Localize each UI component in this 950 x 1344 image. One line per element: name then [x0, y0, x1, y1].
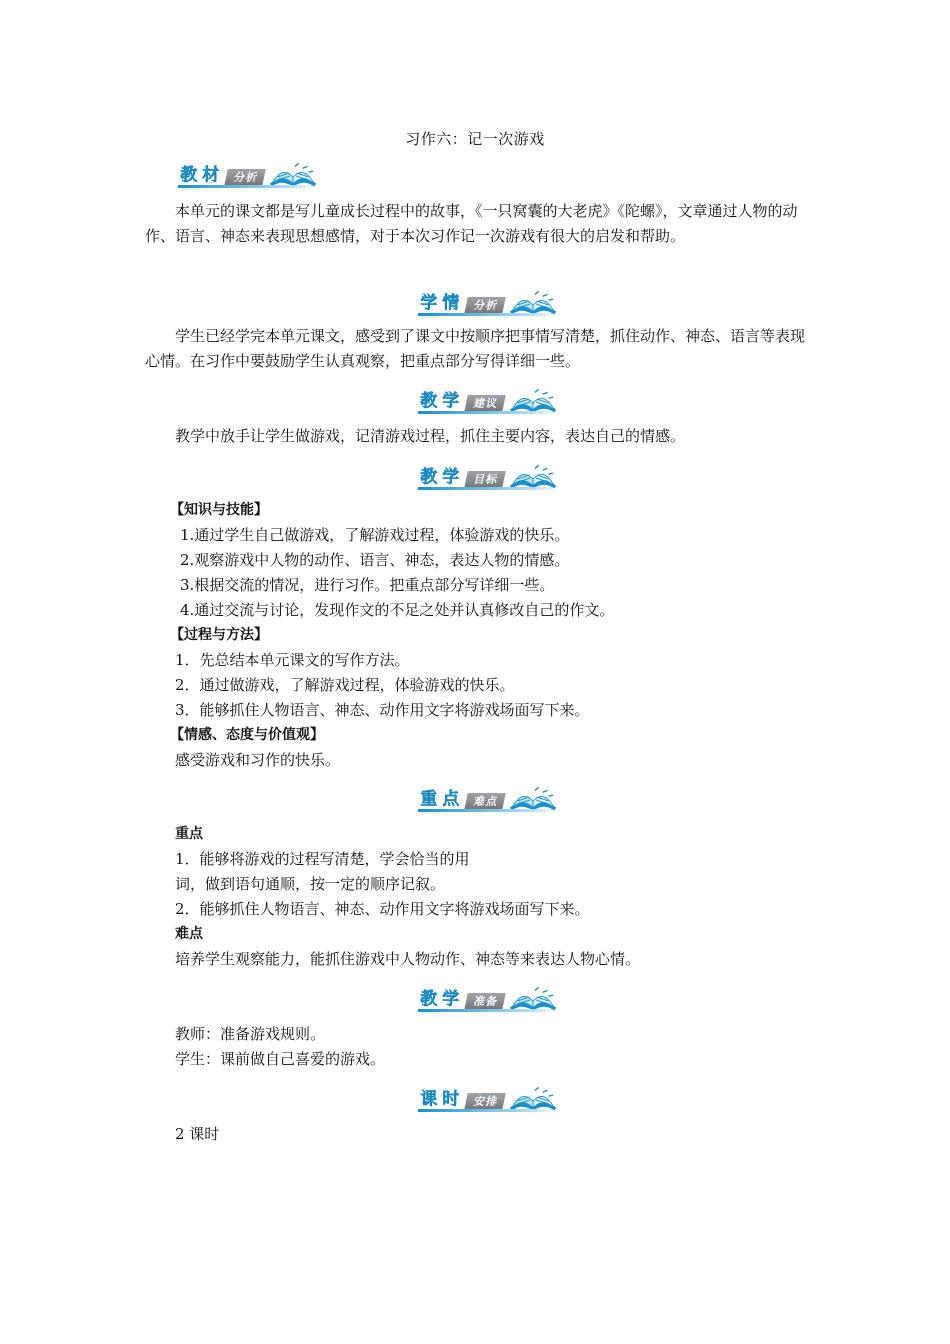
schedule-text: 2 课时: [175, 1125, 220, 1143]
list-item: 3.根据交流的情况，进行习作。把重点部分写详细一些。: [180, 576, 555, 594]
list-item: 1．能够将游戏的过程写清楚，学会恰当的用: [175, 850, 470, 868]
list-item: 2．能够抓住人物语言、神态、动作用文字将游戏场面写下来。: [175, 900, 590, 918]
badge-underline: [418, 809, 560, 812]
section-badge-goals: [418, 458, 560, 492]
badge-underline: [418, 313, 560, 316]
badge-underline: [418, 1009, 560, 1012]
difficulty-heading: 难点: [175, 926, 203, 942]
badge-main-text: 教学: [420, 989, 464, 1009]
badge-tag: 安排: [464, 1093, 506, 1110]
list-item: 1．先总结本单元课文的写作方法。: [175, 651, 410, 669]
badge-underline: [418, 1109, 560, 1112]
badge-underline: [418, 487, 560, 490]
emotion-heading: 【情感、态度与价值观】: [170, 727, 324, 743]
badge-tag: 难点: [464, 793, 506, 810]
section-badge-key: [418, 780, 560, 814]
list-item: 2.观察游戏中人物的动作、语言、神态，表达人物的情感。: [180, 551, 570, 569]
section-badge-schedule: [418, 1080, 560, 1114]
badge-tag: 目标: [464, 471, 506, 488]
suggestion-paragraph: 教学中放手让学生做游戏，记清游戏过程，抓住主要内容，表达自己的情感。: [175, 427, 686, 445]
badge-main-text: 重点: [420, 789, 464, 809]
badge-main-text: 教材: [180, 165, 224, 185]
list-item: 1.通过学生自己做游戏，了解游戏过程，体验游戏的快乐。: [180, 526, 570, 544]
badge-tag: 准备: [464, 993, 506, 1010]
list-item: 2．通过做游戏，了解游戏过程，体验游戏的快乐。: [175, 676, 515, 694]
prep-student: 学生：课前做自己喜爱的游戏。: [175, 1050, 386, 1068]
analysis-paragraph: 本单元的课文都是写儿童成长过程中的故事，《一只窝囊的大老虎》《陀螺》，文章通过人物的动作、语言、神态来表现思想感情，对于本次习作记一次游戏有很大的启发和帮助。: [145, 202, 798, 245]
badge-tag: 分析: [224, 169, 266, 186]
page-title: 习作六：记一次游戏: [405, 130, 545, 148]
badge-underline: [418, 411, 560, 414]
key-heading: 重点: [175, 826, 203, 842]
section-badge-students: [418, 284, 560, 318]
knowledge-heading: 【知识与技能】: [170, 502, 268, 518]
badge-main-text: 课时: [420, 1089, 464, 1109]
process-heading: 【过程与方法】: [170, 627, 268, 643]
list-item: 词，做到语句通顺，按一定的顺序记叙。: [175, 875, 446, 893]
badge-underline: [178, 185, 320, 188]
students-paragraph: 学生已经学完本单元课文，感受到了课文中按顺序把事情写清楚，抓住动作、神态、语言等表现心情。在习作中要鼓励学生认真观察，把重点部分写得详细一些。: [145, 327, 806, 370]
section-badge-suggestion: [418, 382, 560, 416]
badge-main-text: 教学: [420, 391, 464, 411]
badge-tag: 分析: [464, 297, 506, 314]
prep-teacher: 教师：准备游戏规则。: [175, 1025, 326, 1043]
section-badge-analysis: [178, 156, 320, 190]
difficulty-text: 培养学生观察能力，能抓住游戏中人物动作、神态等来表达人物心情。: [175, 950, 641, 968]
section-badge-prep: [418, 980, 560, 1014]
badge-main-text: 学情: [420, 293, 464, 313]
list-item: 4.通过交流与讨论，发现作文的不足之处并认真修改自己的作文。: [180, 601, 615, 619]
badge-tag: 建议: [464, 395, 506, 412]
list-item: 3．能够抓住人物语言、神态、动作用文字将游戏场面写下来。: [175, 701, 590, 719]
badge-main-text: 教学: [420, 467, 464, 487]
emotion-text: 感受游戏和习作的快乐。: [175, 751, 341, 769]
